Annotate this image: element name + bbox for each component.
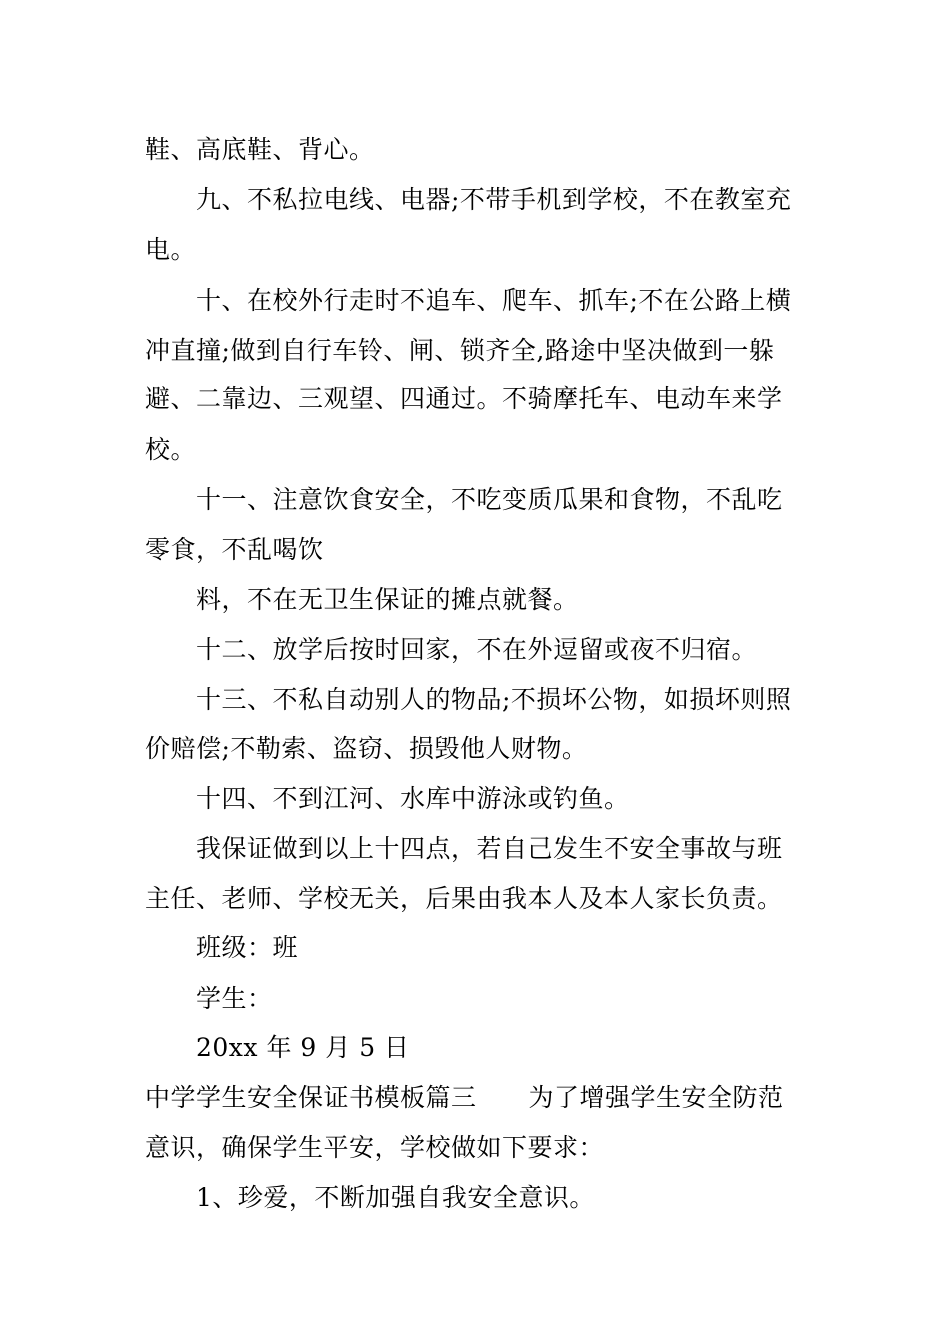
text-line: 十二、放学后按时回家，不在外逗留或夜不归宿。 bbox=[196, 635, 758, 664]
text-line: 1、珍爱，不断加强自我安全意识。 bbox=[196, 1183, 595, 1212]
text-line: 价赔偿;不勒索、盗窃、损毁他人财物。 bbox=[145, 734, 588, 763]
text-line: 意识，确保学生平安，学校做如下要求： bbox=[145, 1133, 605, 1162]
section-intro: 为了增强学生安全防范 bbox=[528, 1083, 784, 1112]
text-line: 料，不在无卫生保证的摊点就餐。 bbox=[196, 585, 579, 614]
text-line: 主任、老师、学校无关，后果由我本人及本人家长负责。 bbox=[145, 884, 783, 913]
text-line: 十四、不到江河、水库中游泳或钓鱼。 bbox=[196, 784, 630, 813]
text-line: 班级：班 bbox=[196, 933, 299, 962]
section-title: 中学学生安全保证书模板篇三 bbox=[145, 1083, 477, 1112]
date-line: 20xx 年 9 月 5 日 bbox=[196, 1033, 410, 1062]
text-line: 避、二靠边、三观望、四通过。不骑摩托车、电动车来学 bbox=[145, 384, 783, 413]
text-line: 冲直撞;做到自行车铃、闸、锁齐全,路途中坚决做到一躲 bbox=[145, 336, 775, 365]
text-line: 九、不私拉电线、电器;不带手机到学校，不在教室充 bbox=[196, 185, 792, 214]
text-line: 我保证做到以上十四点，若自己发生不安全事故与班 bbox=[196, 834, 783, 863]
text-line: 鞋、高底鞋、背心。 bbox=[145, 135, 375, 164]
text-line: 电。 bbox=[145, 235, 197, 264]
text-line: 零食，不乱喝饮 bbox=[145, 535, 324, 564]
text-line: 十、在校外行走时不追车、爬车、抓车;不在公路上横 bbox=[196, 286, 792, 315]
text-line: 十三、不私自动别人的物品;不损坏公物，如损坏则照 bbox=[196, 685, 792, 714]
text-line: 学生： bbox=[196, 984, 273, 1013]
text-line: 十一、注意饮食安全，不吃变质瓜果和食物，不乱吃 bbox=[196, 485, 783, 514]
text-line: 校。 bbox=[145, 435, 197, 464]
section-title-line bbox=[145, 1082, 810, 1114]
